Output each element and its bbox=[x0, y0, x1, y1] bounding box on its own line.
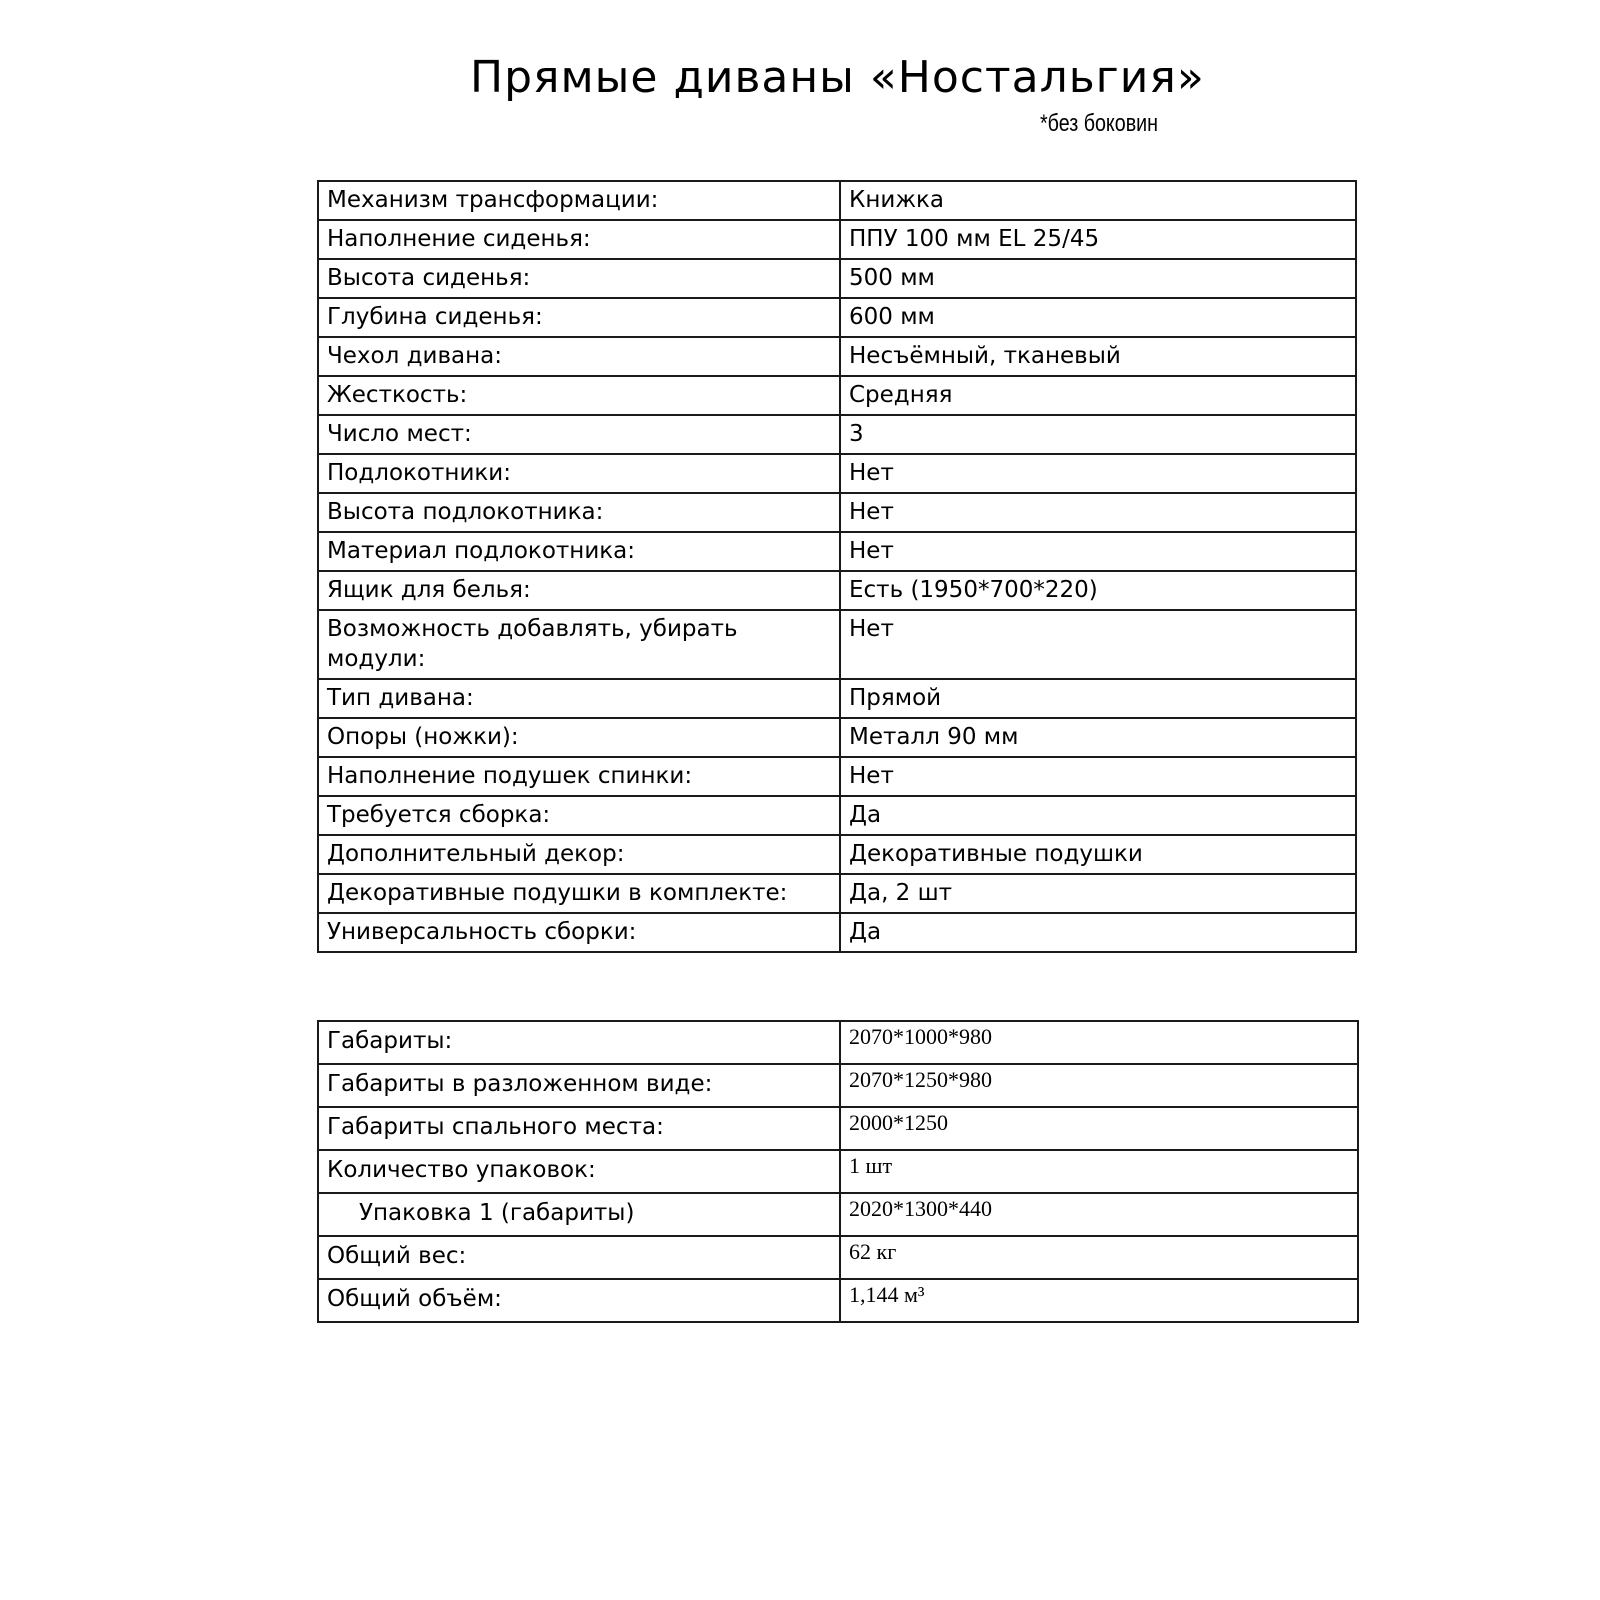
table-row bbox=[318, 718, 1356, 757]
spec-value: Прямой bbox=[840, 679, 1356, 718]
spec-value: ППУ 100 мм EL 25/45 bbox=[840, 220, 1356, 259]
dimension-label: Общий вес: bbox=[318, 1236, 840, 1279]
spec-label: Универсальность сборки: bbox=[318, 913, 840, 952]
table-row bbox=[318, 298, 1356, 337]
table-row bbox=[318, 181, 1356, 220]
spec-value: Металл 90 мм bbox=[840, 718, 1356, 757]
spec-value: Да, 2 шт bbox=[840, 874, 1356, 913]
table-row bbox=[318, 1236, 1358, 1279]
spec-label: Ящик для белья: bbox=[318, 571, 840, 610]
dimension-value: 1,144 м³ bbox=[840, 1279, 1358, 1322]
spec-value: Книжка bbox=[840, 181, 1356, 220]
spec-label: Глубина сиденья: bbox=[318, 298, 840, 337]
table-row bbox=[318, 913, 1356, 952]
spec-label: Число мест: bbox=[318, 415, 840, 454]
table-row bbox=[318, 493, 1356, 532]
spec-value: Да bbox=[840, 796, 1356, 835]
spec-value: 500 мм bbox=[840, 259, 1356, 298]
table-row bbox=[318, 532, 1356, 571]
dimension-value: 1 шт bbox=[840, 1150, 1358, 1193]
spec-value: Декоративные подушки bbox=[840, 835, 1356, 874]
spec-value: Нет bbox=[840, 532, 1356, 571]
dimension-label: Количество упаковок: bbox=[318, 1150, 840, 1193]
table-row bbox=[318, 757, 1356, 796]
specs-table bbox=[317, 180, 1357, 953]
dimension-value: 2070*1250*980 bbox=[840, 1064, 1358, 1107]
table-row bbox=[318, 1021, 1358, 1064]
spec-label: Возможность добавлять, убирать модули: bbox=[318, 610, 840, 679]
spec-value: Нет bbox=[840, 610, 1356, 679]
dimension-label: Габариты: bbox=[318, 1021, 840, 1064]
table-row bbox=[318, 376, 1356, 415]
dimension-label: Габариты в разложенном виде: bbox=[318, 1064, 840, 1107]
spec-label: Тип дивана: bbox=[318, 679, 840, 718]
table-row bbox=[318, 1150, 1358, 1193]
spec-label: Опоры (ножки): bbox=[318, 718, 840, 757]
table-row bbox=[318, 679, 1356, 718]
table-row bbox=[318, 220, 1356, 259]
table-row bbox=[318, 259, 1356, 298]
spec-label: Требуется сборка: bbox=[318, 796, 840, 835]
dimension-label: Общий объём: bbox=[318, 1279, 840, 1322]
dimension-value: 2020*1300*440 bbox=[840, 1193, 1358, 1236]
spec-label: Высота сиденья: bbox=[318, 259, 840, 298]
dimension-label: Габариты спального места: bbox=[318, 1107, 840, 1150]
spec-label: Высота подлокотника: bbox=[318, 493, 840, 532]
spec-value: Да bbox=[840, 913, 1356, 952]
table-row bbox=[318, 1064, 1358, 1107]
spec-label: Подлокотники: bbox=[318, 454, 840, 493]
spec-value: 600 мм bbox=[840, 298, 1356, 337]
dimensions-table bbox=[317, 1020, 1359, 1323]
spec-label: Наполнение сиденья: bbox=[318, 220, 840, 259]
table-row bbox=[318, 1193, 1358, 1236]
table-row bbox=[318, 874, 1356, 913]
table-row bbox=[318, 337, 1356, 376]
dimension-label: Упаковка 1 (габариты) bbox=[318, 1193, 840, 1236]
dimension-value: 2070*1000*980 bbox=[840, 1021, 1358, 1064]
dimension-value: 2000*1250 bbox=[840, 1107, 1358, 1150]
table-row bbox=[318, 835, 1356, 874]
spec-value: Нет bbox=[840, 454, 1356, 493]
table-row bbox=[318, 610, 1356, 679]
spec-label: Материал подлокотника: bbox=[318, 532, 840, 571]
spec-label: Декоративные подушки в комплекте: bbox=[318, 874, 840, 913]
table-row bbox=[318, 415, 1356, 454]
spec-label: Наполнение подушек спинки: bbox=[318, 757, 840, 796]
page-title: Прямые диваны «Ностальгия» bbox=[470, 52, 1205, 103]
table-row bbox=[318, 1279, 1358, 1322]
dimension-value: 62 кг bbox=[840, 1236, 1358, 1279]
spec-value: Несъёмный, тканевый bbox=[840, 337, 1356, 376]
spec-value: Нет bbox=[840, 757, 1356, 796]
spec-value: Средняя bbox=[840, 376, 1356, 415]
spec-label: Жесткость: bbox=[318, 376, 840, 415]
table-row bbox=[318, 454, 1356, 493]
spec-value: Нет bbox=[840, 493, 1356, 532]
table-row bbox=[318, 571, 1356, 610]
spec-value: Есть (1950*700*220) bbox=[840, 571, 1356, 610]
spec-label: Чехол дивана: bbox=[318, 337, 840, 376]
table-row bbox=[318, 1107, 1358, 1150]
spec-value: 3 bbox=[840, 415, 1356, 454]
spec-label: Дополнительный декор: bbox=[318, 835, 840, 874]
spec-label: Механизм трансформации: bbox=[318, 181, 840, 220]
table-row bbox=[318, 796, 1356, 835]
page-subtitle: *без боковин bbox=[1040, 110, 1159, 137]
